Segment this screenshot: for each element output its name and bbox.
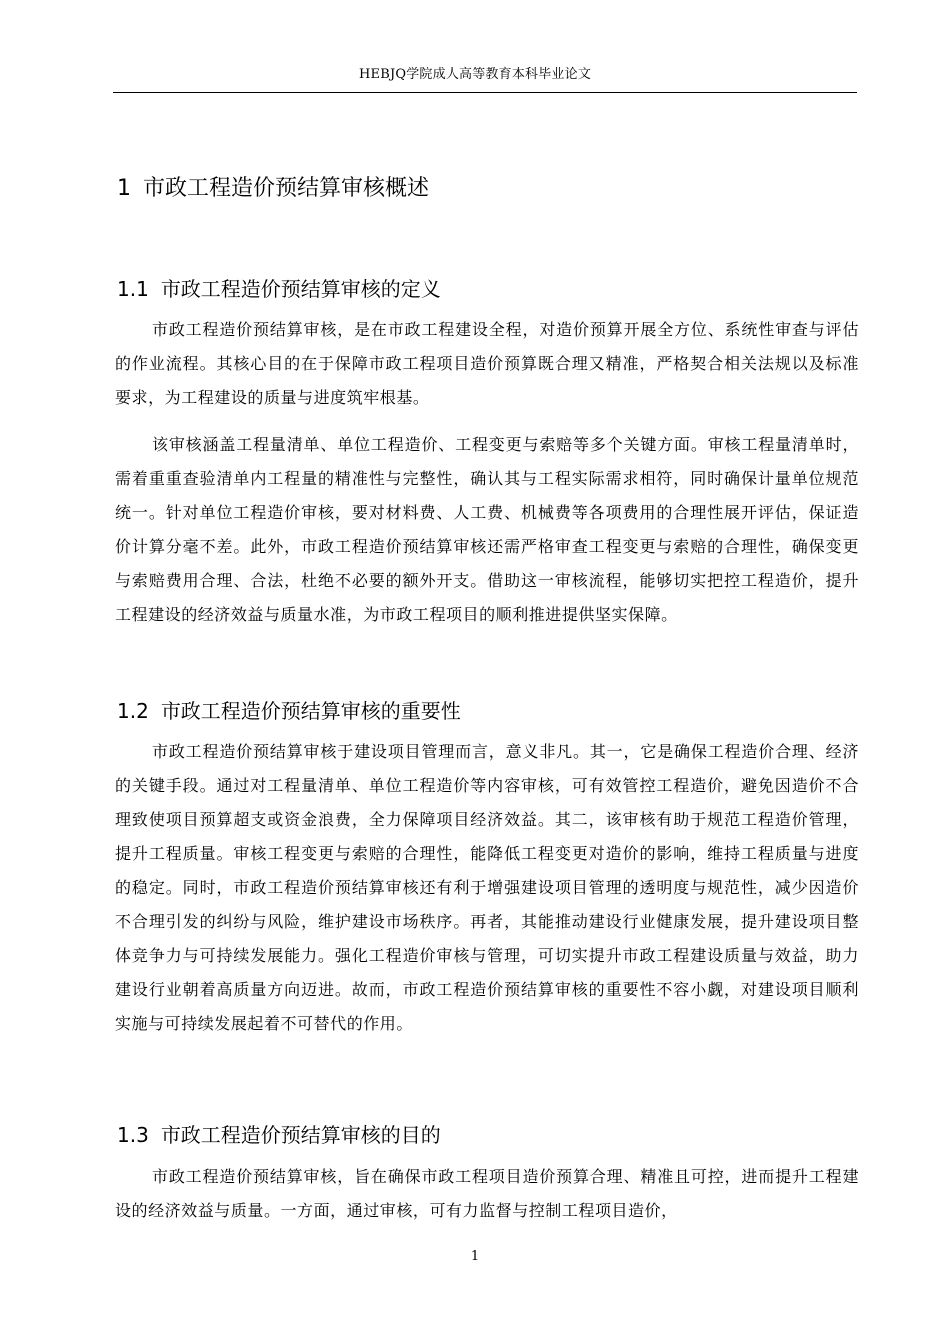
- page-number: 1: [470, 1249, 480, 1264]
- chapter-number: 1: [117, 176, 131, 201]
- section-number: 1.1: [117, 277, 149, 301]
- paragraph: 市政工程造价预结算审核，是在市政工程建设全程，对造价预算开展全方位、系统性审查与评估的作业流程。其核心目的在于保障市政工程项目造价预算既合理又精准，严格契合相关法规以及标准要求，为工程建设的质量与进度筑牢根基。: [115, 320, 859, 407]
- chapter-title: [117, 173, 429, 205]
- section-heading-1-3: [117, 1120, 441, 1150]
- running-header: HEBJQ学院成人高等教育本科毕业论文: [358, 67, 592, 82]
- paragraph: 该审核涵盖工程量清单、单位工程造价、工程变更与索赔等多个关键方面。审核工程量清单时，需着重重查验清单内工程量的精准性与完整性，确认其与工程实际需求相符，同时确保计量单位规范统一。针对单位工程造价审核，要对材料费、人工费、机械费等各项费用的合理性展开评估，保证造价计算分毫不差。此外，市政工程造价预结算审核还需严格审查工程变更与索赔的合理性，确保变更与索赔费用合理、合法，杜绝不必要的额外开支。借助这一审核流程，能够切实把控工程造价，提升工程建设的经济效益与质量水准，为市政工程项目的顺利推进提供坚实保障。: [115, 435, 859, 624]
- paragraph: 市政工程造价预结算审核于建设项目管理而言，意义非凡。其一，它是确保工程造价合理、经济的关键手段。通过对工程量清单、单位工程造价等内容审核，可有效管控工程造价，避免因造价不合理致使项目预算超支或资金浪费，全力保障项目经济效益。其二，该审核有助于规范工程造价管理，提升工程质量。审核工程变更与索赔的合理性，能降低工程变更对造价的影响，维持工程质量与进度的稳定。同时，市政工程造价预结算审核还有利于增强建设项目管理的透明度与规范性，减少因造价不合理引发的纠纷与风险，维护建设市场秩序。再者，其能推动建设行业健康发展，提升建设项目整体竞争力与可持续发展能力。强化工程造价审核与管理，可切实提升市政工程建设质量与效益，助力建设行业朝着高质量方向迈进。故而，市政工程造价预结算审核的重要性不容小觑，对建设项目顺利实施与可持续发展起着不可替代的作用。: [115, 742, 859, 1033]
- chapter-title-text: 市政工程造价预结算审核概述: [143, 176, 430, 201]
- section-title-text: 市政工程造价预结算审核的定义: [160, 277, 441, 301]
- paragraph: 市政工程造价预结算审核，旨在确保市政工程项目造价预算合理、精准且可控，进而提升工程建设的经济效益与质量。一方面，通过审核，可有力监督与控制工程项目造价，: [115, 1167, 859, 1220]
- section-heading-1-2: [117, 696, 461, 726]
- section-title-text: 市政工程造价预结算审核的目的: [160, 1123, 441, 1147]
- section-heading-1-1: [117, 274, 441, 304]
- section-number: 1.3: [117, 1123, 149, 1147]
- section-number: 1.2: [117, 699, 149, 723]
- section-title-text: 市政工程造价预结算审核的重要性: [160, 699, 461, 723]
- header-rule: [113, 92, 857, 93]
